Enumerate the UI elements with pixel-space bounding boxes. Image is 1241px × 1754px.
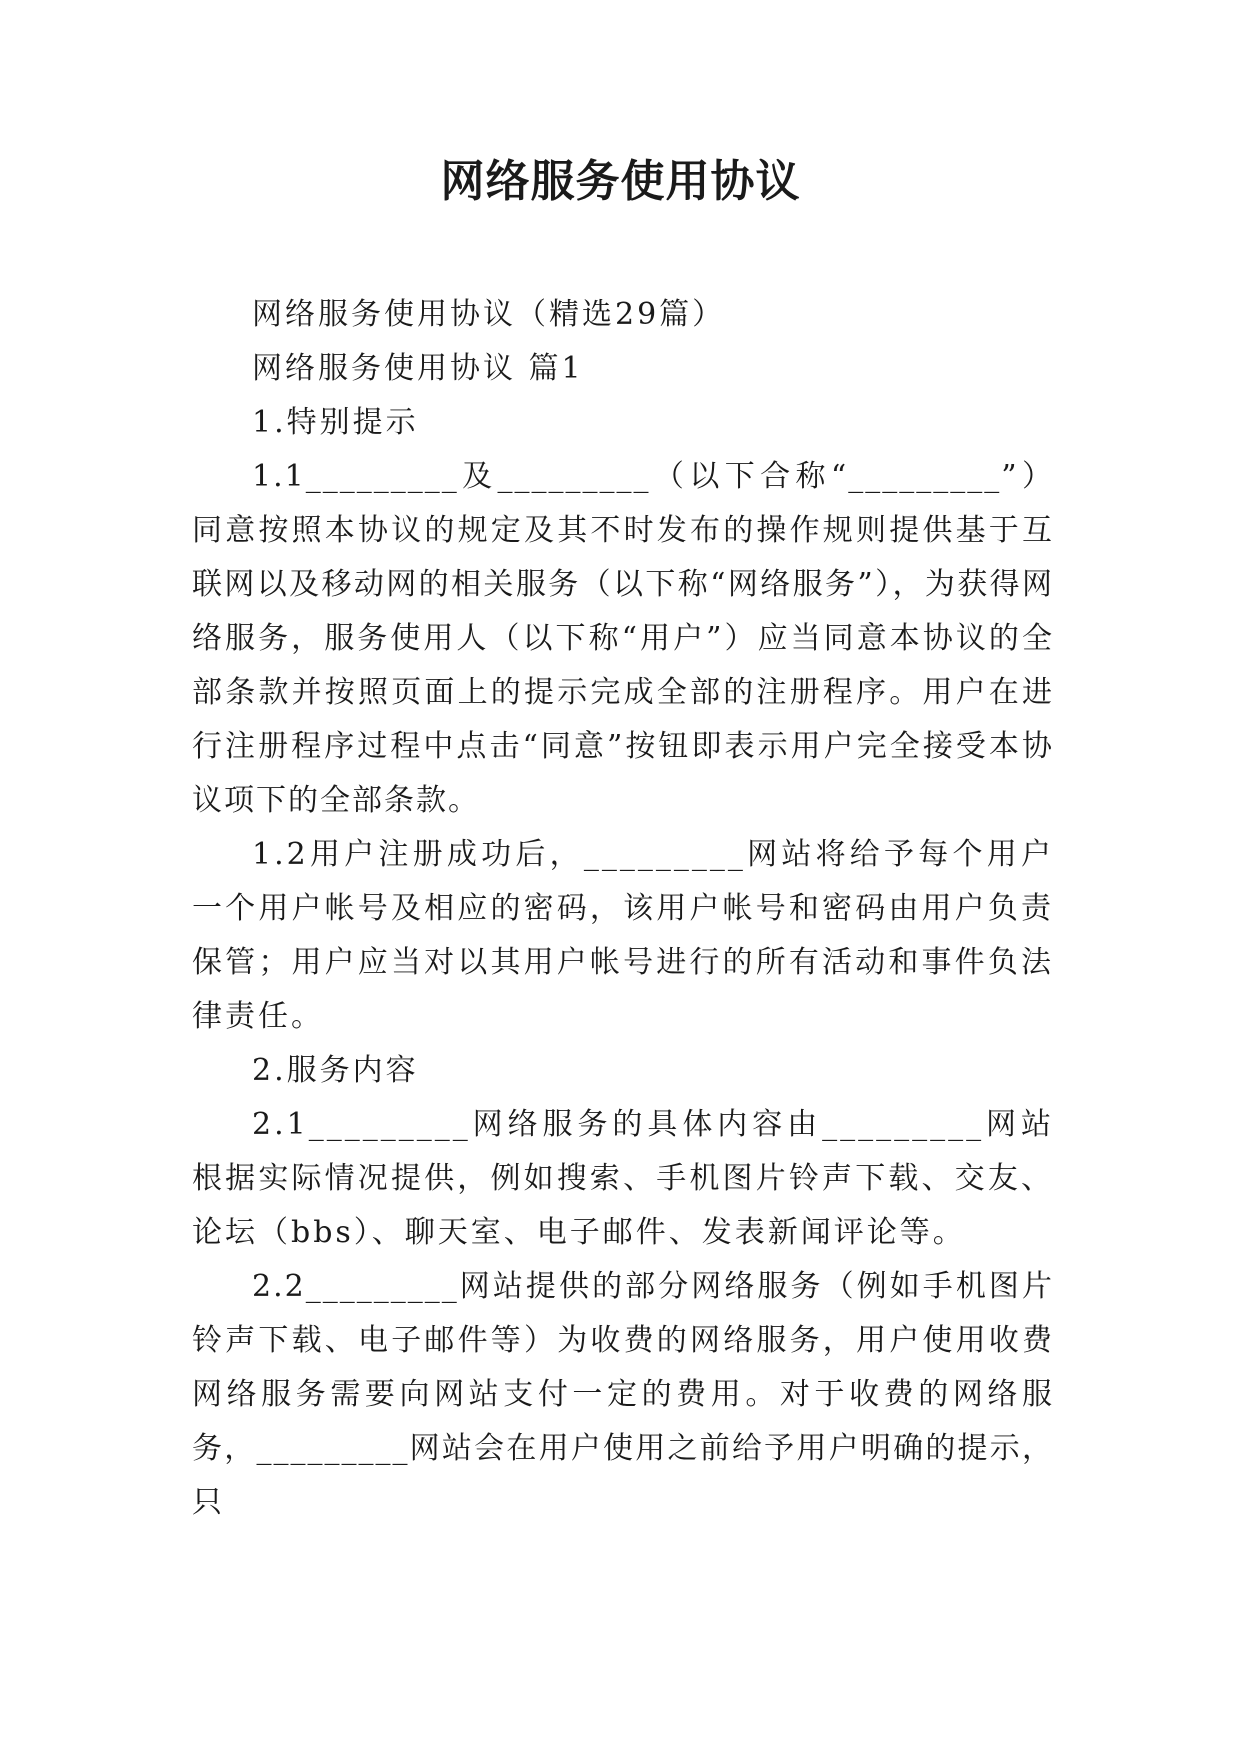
paragraph-collection-title: 网络服务使用协议（精选29篇） [252, 297, 726, 332]
paragraph-part-heading: 网络服务使用协议 篇1 [252, 351, 584, 386]
paragraph-clause-1-1: 1.1_________及_________（以下合称“_________”）同意按照本协议的规定及其不时发布的操作规则提供基于互联网以及移动网的相关服务（以下称“网络服务”），为获得网络服务，服务使用人（以下称“用户”）应当同意本协议的全部条款并按照页面上的提示完成全部的注册程序。用户在进行注册程序过程中点击“同意”按钮即表示用户完全接受本协议项下的全部条款。 [192, 459, 1054, 818]
document-body [192, 288, 1054, 1530]
paragraph-section-1-heading: 1.特别提示 [252, 405, 419, 440]
paragraph-clause-2-1: 2.1_________网络服务的具体内容由_________网站根据实际情况提供，例如搜索、手机图片铃声下载、交友、论坛（bbs）、聊天室、电子邮件、发表新闻评论等。 [192, 1107, 1054, 1250]
document-title: 网络服务使用协议 [440, 156, 801, 207]
paragraph-clause-2-2: 2.2_________网站提供的部分网络服务（例如手机图片铃声下载、电子邮件等）为收费的网络服务，用户使用收费网络服务需要向网站支付一定的费用。对于收费的网络服务，_________网站会在用户使用之前给予用户明确的提示，只 [192, 1269, 1054, 1520]
paragraph-clause-1-2: 1.2用户注册成功后，_________网站将给予每个用户一个用户帐号及相应的密码，该用户帐号和密码由用户负责保管；用户应当对以其用户帐号进行的所有活动和事件负法律责任。 [192, 837, 1054, 1034]
paragraph-section-2-heading: 2.服务内容 [252, 1053, 419, 1088]
